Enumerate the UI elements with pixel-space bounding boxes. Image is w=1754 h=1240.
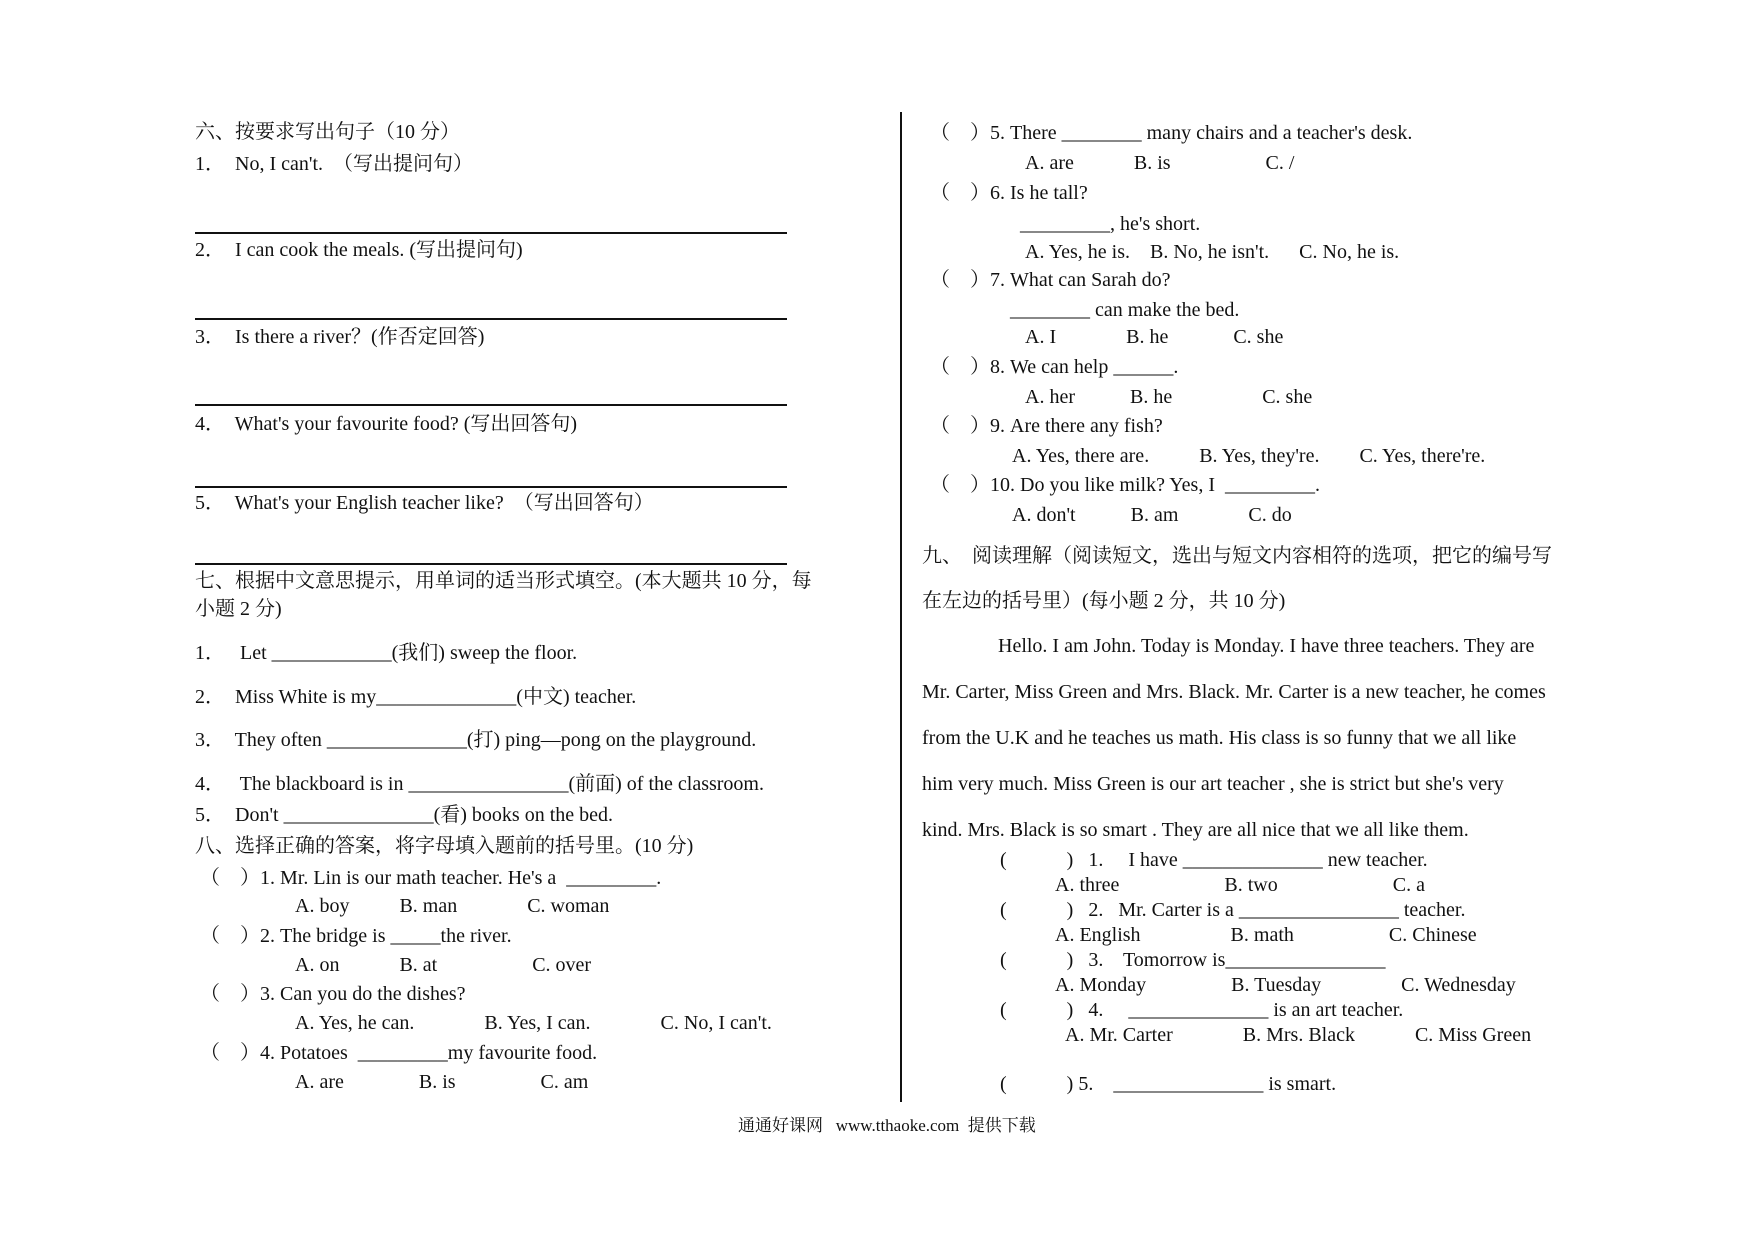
answer-line-5[interactable] bbox=[195, 563, 787, 565]
s7-item-1: 1． Let ____________(我们) sweep the floor. bbox=[195, 642, 578, 664]
passage-line-5: kind. Mrs. Black is so smart . They are all nice that we all like them. bbox=[922, 819, 1469, 841]
s6-item-5: 5． What's your English teacher like? （写出回答句） bbox=[195, 492, 654, 514]
footer-credit: 通通好课网 www.tthaoke.com 提供下载 bbox=[738, 1116, 1036, 1135]
passage-line-2: Mr. Carter, Miss Green and Mrs. Black. Mr. Carter is a new teacher, he comes bbox=[922, 681, 1546, 703]
s9-q1-options: A. three B. two C. a bbox=[1055, 874, 1425, 896]
s8-q4: （ ）4. Potatoes _________my favourite food. bbox=[200, 1042, 598, 1064]
section7-title-line1: 七、根据中文意思提示，用单词的适当形式填空。(本大题共 10 分，每 bbox=[195, 570, 812, 592]
s8-q3-options: A. Yes, he can. B. Yes, I can. C. No, I can't. bbox=[295, 1012, 772, 1034]
s8-q5-options: A. are B. is C. / bbox=[1025, 152, 1295, 174]
passage-line-1: Hello. I am John. Today is Monday. I have three teachers. They are bbox=[998, 635, 1535, 657]
s8-q5: （ ）5. There ________ many chairs and a teacher's desk. bbox=[930, 122, 1413, 144]
s9-q3-options: A. Monday B. Tuesday C. Wednesday bbox=[1055, 974, 1516, 996]
section9-title-line1: 九、 阅读理解（阅读短文，选出与短文内容相符的选项，把它的编号写 bbox=[922, 545, 1552, 567]
s7-item-2: 2． Miss White is my______________(中文) teacher. bbox=[195, 686, 637, 708]
s9-q4: ( ) 4. ______________ is an art teacher. bbox=[1000, 999, 1404, 1021]
s8-q4-options: A. are B. is C. am bbox=[295, 1071, 589, 1093]
s8-q6-options: A. Yes, he is. B. No, he isn't. C. No, he is. bbox=[1025, 241, 1400, 263]
s8-q6: （ ）6. Is he tall? bbox=[930, 182, 1088, 204]
s9-q1: ( ) 1. I have ______________ new teacher. bbox=[1000, 849, 1428, 871]
s8-q8-options: A. her B. he C. she bbox=[1025, 386, 1313, 408]
s7-item-4: 4． The blackboard is in ________________(前面) of the classroom. bbox=[195, 773, 764, 795]
passage-line-4: him very much. Miss Green is our art teacher , she is strict but she's very bbox=[922, 773, 1504, 795]
s8-q10-options: A. don't B. am C. do bbox=[1012, 504, 1292, 526]
s6-item-4: 4． What's your favourite food? (写出回答句) bbox=[195, 413, 578, 435]
s9-q2: ( ) 2. Mr. Carter is a ________________ teacher. bbox=[1000, 899, 1466, 921]
s9-q3: ( ) 3. Tomorrow is________________ bbox=[1000, 949, 1386, 971]
passage-line-3: from the U.K and he teaches us math. His class is so funny that we all like bbox=[922, 727, 1517, 749]
s8-q6-answer: _________, he's short. bbox=[1020, 213, 1201, 235]
s8-q2: （ ）2. The bridge is _____the river. bbox=[200, 925, 512, 947]
answer-line-2[interactable] bbox=[195, 318, 787, 320]
s8-q1: （ ）1. Mr. Lin is our math teacher. He's a _________. bbox=[200, 867, 662, 889]
s7-item-3: 3． They often ______________(打) ping—pong on the playground. bbox=[195, 729, 757, 751]
section6-title: 六、按要求写出句子（10 分） bbox=[195, 121, 460, 143]
s8-q1-options: A. boy B. man C. woman bbox=[295, 895, 610, 917]
s8-q7: （ ）7. What can Sarah do? bbox=[930, 269, 1171, 291]
s8-q7-options: A. I B. he C. she bbox=[1025, 326, 1284, 348]
s6-item-1: 1． No, I can't. （写出提问句） bbox=[195, 153, 474, 175]
answer-line-1[interactable] bbox=[195, 232, 787, 234]
s8-q3: （ ）3. Can you do the dishes? bbox=[200, 983, 466, 1005]
s8-q9: （ ）9. Are there any fish? bbox=[930, 415, 1163, 437]
answer-line-3[interactable] bbox=[195, 404, 787, 406]
s8-q10: （ ）10. Do you like milk? Yes, I _________. bbox=[930, 474, 1320, 496]
s9-q4-options: A. Mr. Carter B. Mrs. Black C. Miss Green bbox=[1065, 1024, 1532, 1046]
section9-title-line2: 在左边的括号里）(每小题 2 分，共 10 分) bbox=[922, 590, 1286, 612]
s9-q2-options: A. English B. math C. Chinese bbox=[1055, 924, 1477, 946]
column-divider bbox=[900, 112, 902, 1102]
s8-q8: （ ）8. We can help ______. bbox=[930, 356, 1179, 378]
answer-line-4[interactable] bbox=[195, 486, 787, 488]
section8-title: 八、选择正确的答案，将字母填入题前的括号里。(10 分) bbox=[195, 835, 694, 857]
s8-q2-options: A. on B. at C. over bbox=[295, 954, 592, 976]
s6-item-3: 3． Is there a river？(作否定回答) bbox=[195, 326, 485, 348]
section7-title-line2: 小题 2 分) bbox=[195, 598, 282, 620]
s9-q5: ( ) 5. _______________ is smart. bbox=[1000, 1073, 1337, 1095]
s6-item-2: 2． I can cook the meals. (写出提问句) bbox=[195, 239, 523, 261]
s8-q9-options: A. Yes, there are. B. Yes, they're. C. Yes, there're. bbox=[1012, 445, 1486, 467]
s7-item-5: 5． Don't _______________(看) books on the bed. bbox=[195, 804, 614, 826]
s8-q7-answer: ________ can make the bed. bbox=[1010, 299, 1240, 321]
